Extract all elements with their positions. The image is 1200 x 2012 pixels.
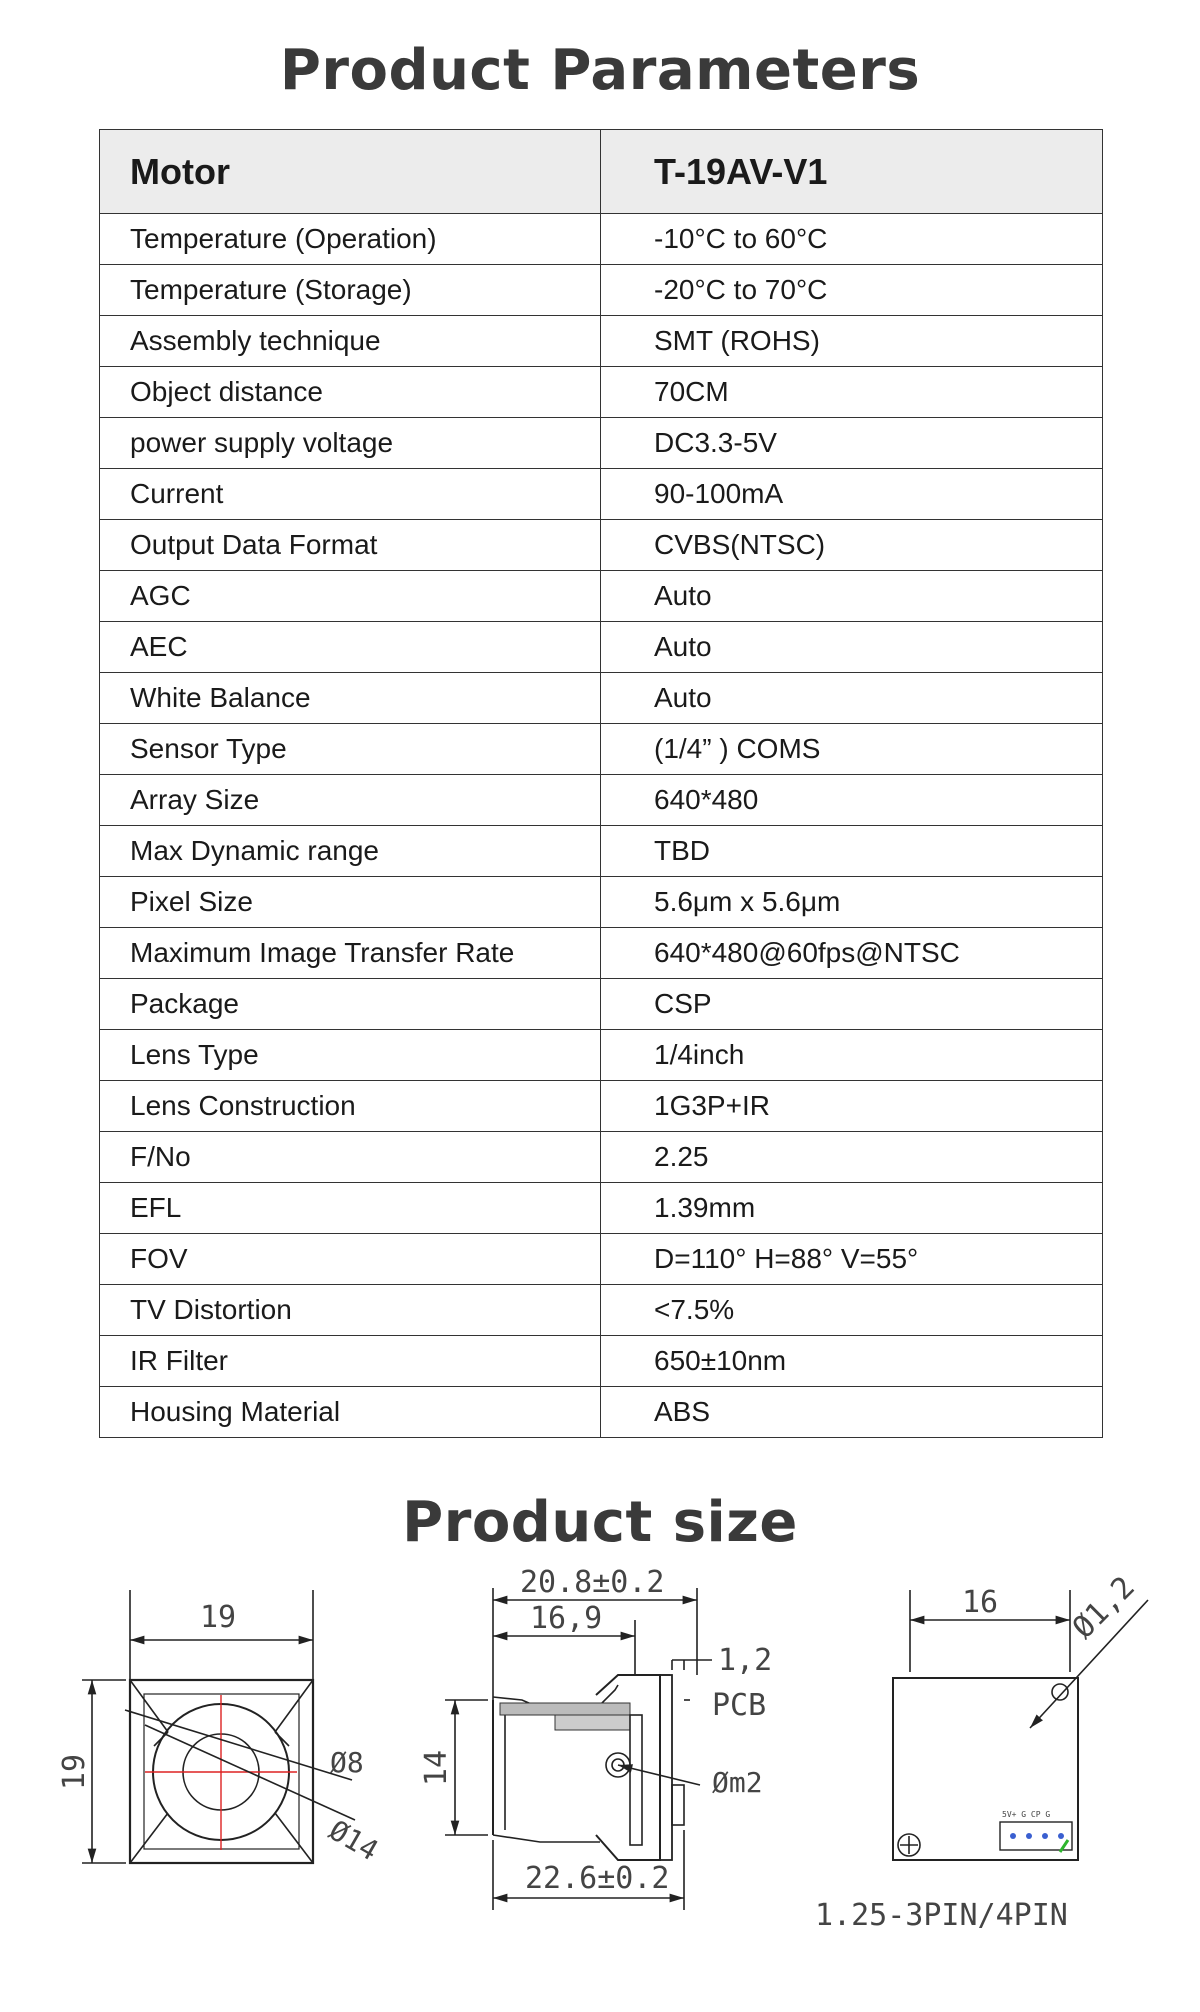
spec-row [100,928,1103,979]
spec-param-value: CVBS(NTSC) [601,520,1103,571]
spec-param-name: Assembly technique [100,316,601,367]
spec-param-value: ABS [601,1387,1103,1438]
spec-param-name: Object distance [100,367,601,418]
side-height-label: 14 [419,1749,454,1787]
pcb-thickness-label: 1,2 [718,1643,773,1678]
spec-row [100,979,1103,1030]
spec-row [100,469,1103,520]
thread-label: Øm2 [712,1766,763,1799]
spec-param-name: White Balance [100,673,601,724]
spec-row [100,1234,1103,1285]
spec-row [100,622,1103,673]
spec-param-value: 2.25 [601,1132,1103,1183]
total-length-label: 20.8±0.2 [520,1565,665,1600]
spec-row [100,1183,1103,1234]
spec-param-name: Temperature (Storage) [100,265,601,316]
spec-param-name: Package [100,979,601,1030]
front-height-label: 19 [57,1753,92,1791]
spec-param-name: Max Dynamic range [100,826,601,877]
spec-row [100,367,1103,418]
spec-param-name: Array Size [100,775,601,826]
hole-diameter-label: Ø1,2 [1065,1569,1142,1646]
spec-param-value: 70CM [601,367,1103,418]
dimension-drawings [0,1560,1200,1960]
body-length-label: 16,9 [530,1601,603,1636]
spec-row [100,673,1103,724]
spec-row [100,316,1103,367]
spec-row [100,418,1103,469]
spec-param-value: 640*480@60fps@NTSC [601,928,1103,979]
spec-param-value: 640*480 [601,775,1103,826]
spec-row [100,1387,1103,1438]
spec-param-name: AEC [100,622,601,673]
spec-param-name: Pixel Size [100,877,601,928]
spec-param-name: Maximum Image Transfer Rate [100,928,601,979]
spec-row [100,877,1103,928]
spec-param-value: Auto [601,571,1103,622]
spec-param-value: -20°C to 70°C [601,265,1103,316]
spec-row [100,1336,1103,1387]
back-view-drawing [893,1590,1148,1860]
spec-param-value: DC3.3-5V [601,418,1103,469]
spec-param-name: FOV [100,1234,601,1285]
overall-length-label: 22.6±0.2 [525,1861,670,1896]
header-model: T-19AV-V1 [601,130,1103,214]
spec-param-name: Output Data Format [100,520,601,571]
spec-param-name: Sensor Type [100,724,601,775]
spec-row [100,826,1103,877]
outer-diameter-label: Ø14 [323,1813,384,1868]
spec-row [100,724,1103,775]
spec-table [99,129,1103,1438]
spec-param-value: Auto [601,622,1103,673]
spec-row [100,1081,1103,1132]
spec-param-name: TV Distortion [100,1285,601,1336]
spec-row [100,1285,1103,1336]
spec-row [100,265,1103,316]
spec-param-name: IR Filter [100,1336,601,1387]
spec-row [100,520,1103,571]
spec-param-name: Lens Construction [100,1081,601,1132]
spec-row [100,214,1103,265]
spec-row [100,1030,1103,1081]
front-width-label: 19 [200,1600,237,1635]
pin-labels: 5V+ G CP G [1002,1810,1051,1819]
spec-param-value: CSP [601,979,1103,1030]
spec-param-value: 90-100mA [601,469,1103,520]
spec-row [100,1132,1103,1183]
spec-param-value: 5.6μm x 5.6μm [601,877,1103,928]
spec-param-name: power supply voltage [100,418,601,469]
spec-param-name: Current [100,469,601,520]
spec-param-name: Lens Type [100,1030,601,1081]
back-width-label: 16 [962,1585,999,1620]
spec-param-value: 1G3P+IR [601,1081,1103,1132]
spec-param-value: TBD [601,826,1103,877]
spec-param-name: EFL [100,1183,601,1234]
spec-param-name: AGC [100,571,601,622]
size-title: Product size [402,1490,798,1555]
spec-param-value: (1/4” ) COMS [601,724,1103,775]
connector-label: 1.25-3PIN/4PIN [815,1898,1068,1933]
spec-param-value: 650±10nm [601,1336,1103,1387]
spec-param-value: SMT (ROHS) [601,316,1103,367]
spec-param-value: -10°C to 60°C [601,214,1103,265]
spec-header-row [100,130,1103,214]
spec-param-name: F/No [100,1132,601,1183]
spec-param-name: Temperature (Operation) [100,214,601,265]
inner-diameter-label: Ø8 [330,1746,364,1779]
parameters-title: Product Parameters [279,38,921,103]
spec-param-value: Auto [601,673,1103,724]
spec-row [100,775,1103,826]
pcb-label: PCB [712,1688,767,1723]
spec-param-value: 1/4inch [601,1030,1103,1081]
spec-param-value: 1.39mm [601,1183,1103,1234]
spec-row [100,571,1103,622]
spec-param-value: D=110° H=88° V=55° [601,1234,1103,1285]
header-motor: Motor [100,130,601,214]
spec-param-value: <7.5% [601,1285,1103,1336]
spec-param-name: Housing Material [100,1387,601,1438]
